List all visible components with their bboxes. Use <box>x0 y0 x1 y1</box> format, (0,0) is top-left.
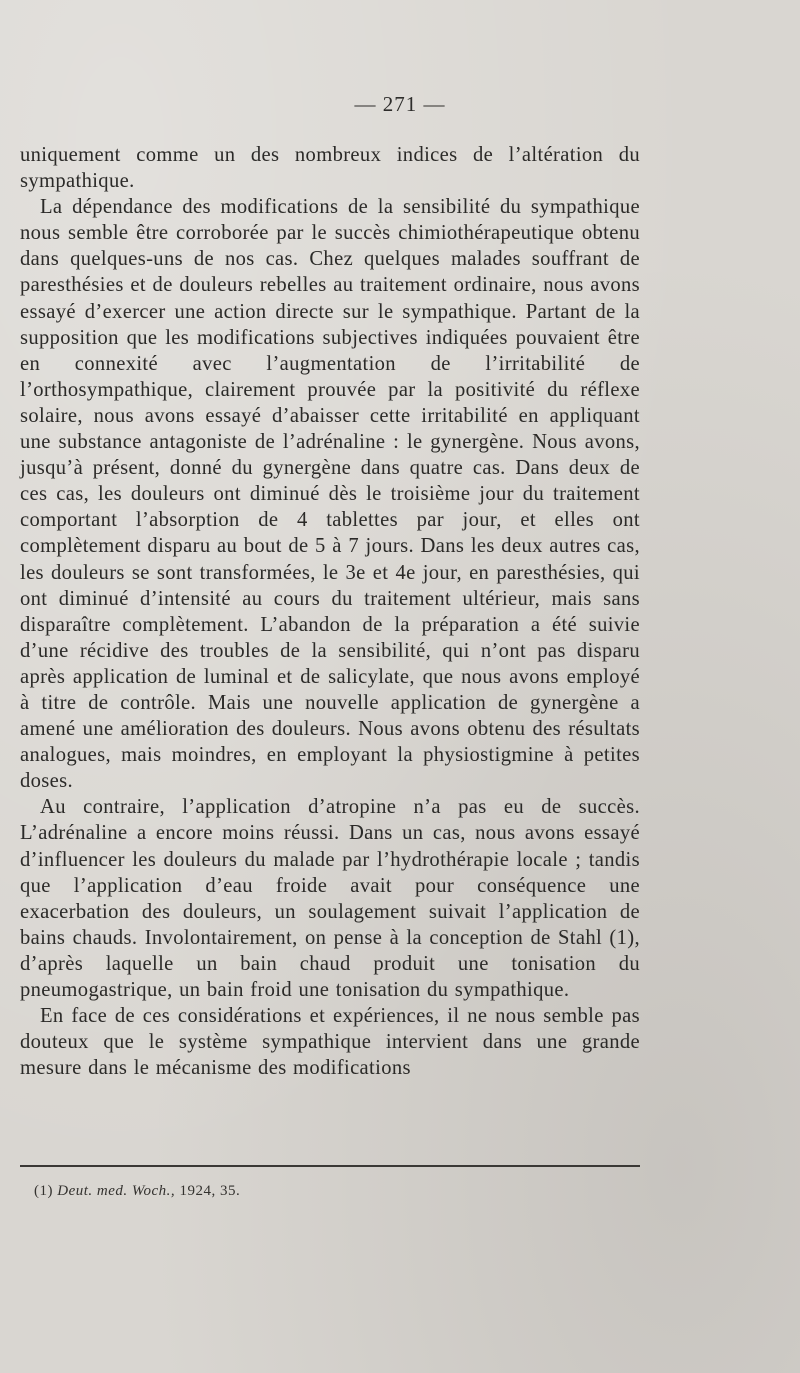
paragraph-sympathetic-sensitivity: La dépendance des modifications de la sensibilité du sympathique nous semble être corroborée par le succès chimiothérapeutique obtenu dans quelques-uns de nos cas. Chez quelques malades souffrant de paresthésies et de douleurs rebelles au traitement ordinaire, nous avons essayé d’exercer une action directe sur le sympathique. Partant de la supposition que les modifications subjectives indiquées pouvaient être en connexité avec l’augmentation de l’irritabilité de l’orthosympathique, clairement prouvée par la positivité du réflexe solaire, nous avons essayé d’abaisser cette irritabilité en appliquant une substance antagoniste de l’adrénaline : le gynergène. Nous avons, jusqu’à présent, donné du gynergène dans quatre cas. Dans deux de ces cas, les douleurs ont diminué dès le troisième jour du traitement comportant l’absorption de 4 tablettes par jour, et elles ont complètement disparu au bout de 5 à 7 jours. Dans les deux autres cas, les douleurs se sont transformées, le 3e et 4e jour, en paresthésies, qui ont diminué d’intensité au cours du traitement ultérieur, mais sans disparaître complètement. L’abandon de la préparation a été suivie d’une récidive des troubles de la sensibilité, qui n’ont pas disparu après application de luminal et de salicylate, que nous avons employé à titre de contrôle. Mais une nouvelle application de gynergène a amené une amélioration des douleurs. Nous avons obtenu des résultats analogues, mais moindres, en employant la physiostigmine à petites doses. <box>20 196 640 793</box>
footnote-marker: (1) <box>34 1183 53 1199</box>
body-text <box>20 142 640 1081</box>
paragraph-conclusion: En face de ces considérations et expériences, il ne nous semble pas douteux que le système sympathique intervient dans une grande mesure dans le mécanisme des modifications <box>20 1005 640 1080</box>
paragraph-continuation: uniquement comme un des nombreux indices de l’altération du sympathique. <box>20 144 640 193</box>
paragraph-atropine: Au contraire, l’application d’atropine n’a pas eu de succès. L’adrénaline a encore moins réussi. Dans un cas, nous avons essayé d’influencer les douleurs du malade par l’hydrothérapie locale ; tandis que l’application d’eau froide avait pour conséquence une exacerbation des douleurs, un soulagement suivait l’application de bains chauds. Involontairement, on pense à la conception de Stahl (1), d’après laquelle un bain chaud produit une tonisation du pneumogastrique, un bain froid une tonisation du sympathique. <box>20 796 640 1001</box>
footnote-details: 1924, 35. <box>179 1183 241 1199</box>
footnote-source: Deut. med. Woch., <box>57 1183 176 1199</box>
page-number: — 271 — <box>354 92 446 116</box>
footnote-divider <box>20 1165 640 1167</box>
footnote <box>34 1183 634 1200</box>
